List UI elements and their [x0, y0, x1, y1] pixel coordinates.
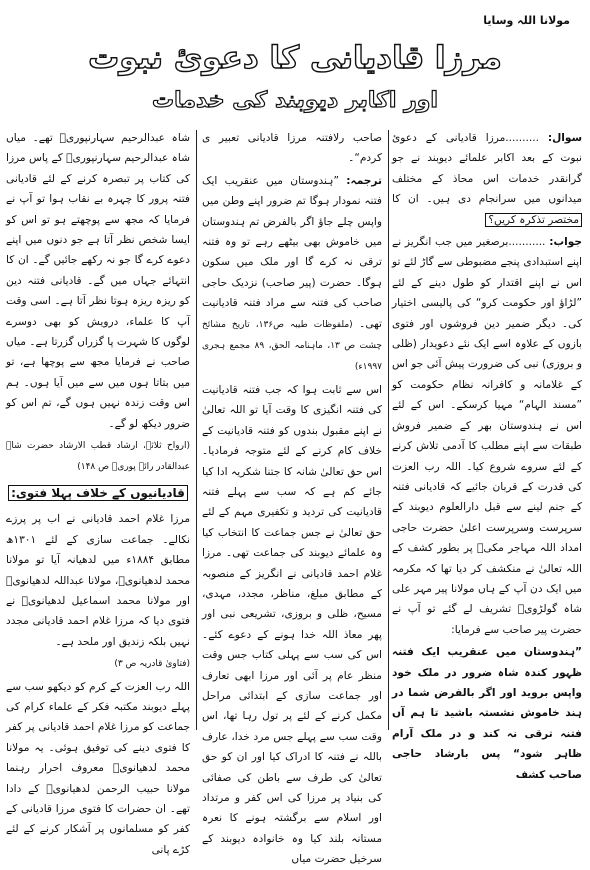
left-body-3: اللہ رب العزت کے کرم کو دیکھو سب سے پہلے دیوبند مکتبہ فکر کے علماء کرام کی جماعت کو مرزا غلام احمد قادیانی پر کفر کا فتوی دینے کی توفیق ہوئی۔ یہ مولانا محمد لدھیانویؒ معروف احرار رہنما مولانا حبیب الرحمن لدھیانویؒ کے دادا تھے۔ ان حضرات کا فتوی مرزا قادیانی کے کفر کو مسلمانوں پر آشکار کرنے کے لئے کڑے پانی: [6, 680, 190, 856]
answer-label: جواب:: [549, 236, 582, 249]
reference-citation: (ملفوظات طیبہ ص۱۳۶، تاریخ مشائخ چشت ص ۱۳، ماہنامہ الحق، ۸۹ مجمع ہجری ۱۹۹۷ء): [202, 319, 382, 373]
column-divider-right: [388, 130, 389, 730]
answer-text: ...........برصغیر میں جب انگریز نے اپنے استبدادی پنجے مضبوطی سے گاڑ لئے تو اس نے اپنے اقتدار کو طول دینے کے لئے ”لڑاؤ اور حکومت کرو“ کی پالیسی اختیار کی۔ دیگر ضمیر دین فروشوں اور فتوی بازوں کے علاوہ اسے ایک نئے دعویدار (ظلی و بروزی) نبی کی ضرورت پیش آئی جو اس کے غلامانہ و کافرانہ نظام حکومت کو ”مسند الہام“ مہیا کرسکے۔ اس کے لئے اس نے ہندوستان بھر کے ضمیر فروش طبقات سے اپنے مطلب کا آدمی تلاش کرنے کے لئے سروے شروع کیا۔ اللہ رب العزت کی قدرت کے قربان جائیے کہ قادیانی فتنہ کے جنم لینے سے قبل دارالعلوم دیوبند کے سرپرست وسرپرست اعلیٰ حضرت حاجی امداد اللہ مہاجر مکیؒ پر بطور کشف کے اللہ تعالیٰ نے منکشف کر دیا تھا کہ مکرمہ میں ایک دن آپ کے ہاں مولانا پیر مہر علی شاہ گولڑویؒ تشریف لے گئے تو آپ نے حضرت پیر صاحب سے فرمایا:: [392, 236, 582, 636]
section-heading-text: قادیانیوں کے خلاف پہلا فتوی:: [8, 485, 188, 501]
column-divider-left: [196, 130, 197, 730]
section-heading: [6, 483, 190, 503]
answer-paragraph: [392, 232, 582, 640]
article-subtitle: اور اکابر دیوبند کی خدمات: [152, 88, 438, 113]
column-middle: [202, 128, 382, 866]
question-label: سوال:: [547, 132, 582, 144]
left-reference-2: (فتاویٰ قادریہ ص ۳): [114, 659, 190, 670]
question-boxed-text: مختصر تذکرہ کریں؟: [485, 213, 582, 227]
persian-quote: ”ہندوستان میں عنقریب ایک فتنہ ظہور کندہ شاہ ضرور در ملک خود واپس بروید اور اگر بالفرض شما در ہند خاموش نشستہ باشید تا ہم آں فتنہ ترقی نہ کند و در ملک آرام ظاہر شود“ پس بارشاد حاجی صاحب کشف: [392, 646, 582, 781]
article-title: مرزا قادیانی کا دعویٔ نبوت: [88, 40, 502, 76]
translation-text: ”ہندوستان میں عنقریب ایک فتنہ نمودار ہوگا تم ضرور اپنے وطن میں واپس چلے جاؤ اگر بالفرض تم ہندوستان میں خاموش بھی بیٹھے رہے تو وہ فتنہ ترقی نہ کرے گا اور ملک میں سکون ہوگا۔ حضرت (پیر صاحب) نزدیک حاجی صاحب کی فتنہ سے مراد فتنہ قادیانیت تھی۔: [202, 174, 382, 330]
column-left: [6, 128, 190, 856]
translation-label: ترجمہ:: [346, 174, 382, 187]
question-text: ..........مرزا قادیانی کے دعویٔ نبوت کے بعد اکابر علمائے دیوبند نے جو گرانقدر خدمات اس محاذ کے مختلف میدانوں میں سرانجام دی ہیں۔ ان کا: [392, 132, 582, 206]
question-paragraph: [392, 128, 582, 230]
translation-paragraph: [202, 171, 382, 378]
author-byline: مولانا اللہ وسایا: [483, 14, 570, 27]
column-right: [392, 128, 582, 781]
middle-intro: صاحب رلافتنہ مرزا قادیانی تعبیر ی کردم“۔: [202, 132, 382, 165]
left-body: شاہ عبدالرحیم سہارنپوریؒ تھے۔ میاں شاہ عبدالرحیم سہارنپوریؒ کے پاس مرزا کی کتاب پر تبصرہ کرنے کے لئے قادیانی فتنہ پرور کا چہرہ بے نقاب ہوا تو آپ نے فرمایا کہ مجھ سے پوچھتے ہو تو اس کو ایسا شخص نظر آتا ہے جو دنوں میں اپنے دعوے کرے گا جو نہ رکھے جائیں گے۔ ان کا انتہائے جہاں میں گے۔ قادیانی فتنہ دین کو ریزہ ریزہ ہوتا نظر آتا ہے۔ اسی وقت آپ کا علماء، درویش کو بھی دوسرے لوگوں کا شہرت پا گزراں گزرتا ہے۔ میاں صاحب نے فرمایا مجھ سے پوچھا ہے، تو میں بتاتا ہوں میں سے میں آیا ہوں۔ ہم اس وقت زندہ نہیں ہوں گے، تم اس کو ضرور دیکھ لو گے۔: [6, 132, 190, 430]
middle-body: اس سے ثابت ہوا کہ جب فتنہ قادیانیت کی فتنہ انگیزی کا وقت آیا تو اللہ تعالیٰ نے اپنے مقبول بندوں کو فتنہ قادیانیت کے خلاف کام کرنے کے لئے متوجہ فرمادیا۔ اس حق تعالیٰ شانہ کا جتنا شکریہ ادا کیا جائے کم ہے کہ سب سے پہلے فتنہ قادیانیت کی تردید و تکفیری مہم کے لئے حق تعالیٰ نے جس جماعت کا انتخاب کیا وہ علمائے دیوبند کی جماعت تھی۔ مرزا غلام احمد قادیانی نے انگریز کے منصوبہ کے مطابق مبلغ، مناظر، مجدد، مہدی، مسیح، ظلی و بروزی، تشریعی نبی اور پھر معاذ اللہ خدا ہونے کے دعوے کئے۔ اس کی سب سے پہلی کتاب جس وقت منظر عام پر آئی اور مرزا ابھی تعارف اور جماعت سازی کے ابتدائی مراحل مکمل کرنے کے لئے پر تول رہا تھا، اس وقت سب سے پہلے جس مرد خدا، عارف باللہ نے فتنہ کا ادراک کیا اور ان کو حق تعالیٰ کی طرف سے باطن کی صفائی کی بنیاد پر مرزا کی اس کفر و مرتداد اور اسلام سے برگشتہ ہونے کا نعرہ مستانہ بلند کیا وہ خانوادہ دیوبند کے سرخیل حضرت میاں: [202, 383, 382, 866]
left-body-2: مرزا غلام احمد قادیانی نے اب پر پرزے نکالے۔ جماعت سازی کے لئے ۱۳۰۱ھ مطابق ۱۸۸۴ء میں لدھیانہ آیا تو مولانا محمد لدھیانویؒ، مولانا عبداللہ لدھیانویؒ اور مولانا محمد اسماعیل لدھیانویؒ نے فتوی دیا کہ مرزا غلام احمد قادیانی مجدد نہیں بلکہ زندیق اور ملحد ہے۔: [6, 513, 190, 648]
left-reference-1: (ارواح ثلاثہ، ارشاد قطب الارشاد حضرت شاہ عبدالقادر رائے پوریؒ ص ۱۴۸): [6, 441, 190, 472]
